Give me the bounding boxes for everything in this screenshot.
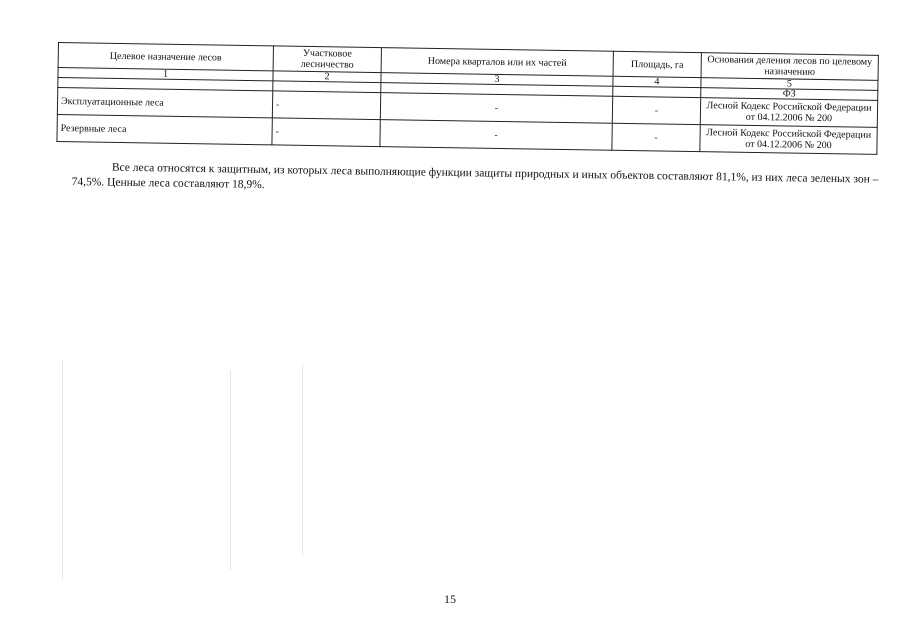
row-forestry: - — [272, 91, 380, 120]
body-paragraph: Все леса относятся к защитным, из которых леса выполняющие функции защиты природных и иных объектов составляют 81,1%, из них леса зеленых зон – 74,5%. Ценные леса составляют 18,9%. — [71, 161, 879, 192]
header-forestry: Участковое лесничество — [273, 46, 381, 73]
header-purpose: Целевое назначение лесов — [58, 43, 273, 71]
row-purpose: Эксплуатационные леса — [57, 88, 272, 118]
page-number: 15 — [444, 592, 456, 606]
row-forestry: - — [272, 118, 380, 147]
column-number: 4 — [613, 76, 701, 87]
table-cell: ФЗ — [701, 88, 878, 101]
scan-artifact-line — [230, 370, 231, 570]
column-number: 2 — [273, 71, 381, 83]
row-quarters: - — [380, 93, 612, 124]
row-basis: Лесной Кодекс Российской Федерации от 04.12.2006 № 200 — [700, 98, 877, 128]
row-area: - — [612, 123, 700, 151]
forest-purpose-table — [56, 42, 878, 155]
column-number: 1 — [58, 68, 273, 81]
row-purpose: Резервные леса — [57, 114, 272, 144]
header-quarters: Номера кварталов или их частей — [381, 48, 613, 77]
row-basis: Лесной Кодекс Российской Федерации от 04.12.2006 № 200 — [700, 125, 877, 155]
row-area: - — [612, 96, 700, 124]
forest-purpose-table-wrap — [56, 42, 877, 155]
column-number: 3 — [381, 73, 613, 87]
header-basis: Основания деления лесов по целевому назначению — [701, 53, 878, 81]
header-area: Площадь, га — [613, 51, 701, 77]
column-number: 5 — [701, 78, 878, 91]
scan-artifact-line — [302, 365, 303, 555]
row-quarters: - — [380, 120, 612, 151]
scan-artifact-line — [62, 360, 63, 580]
